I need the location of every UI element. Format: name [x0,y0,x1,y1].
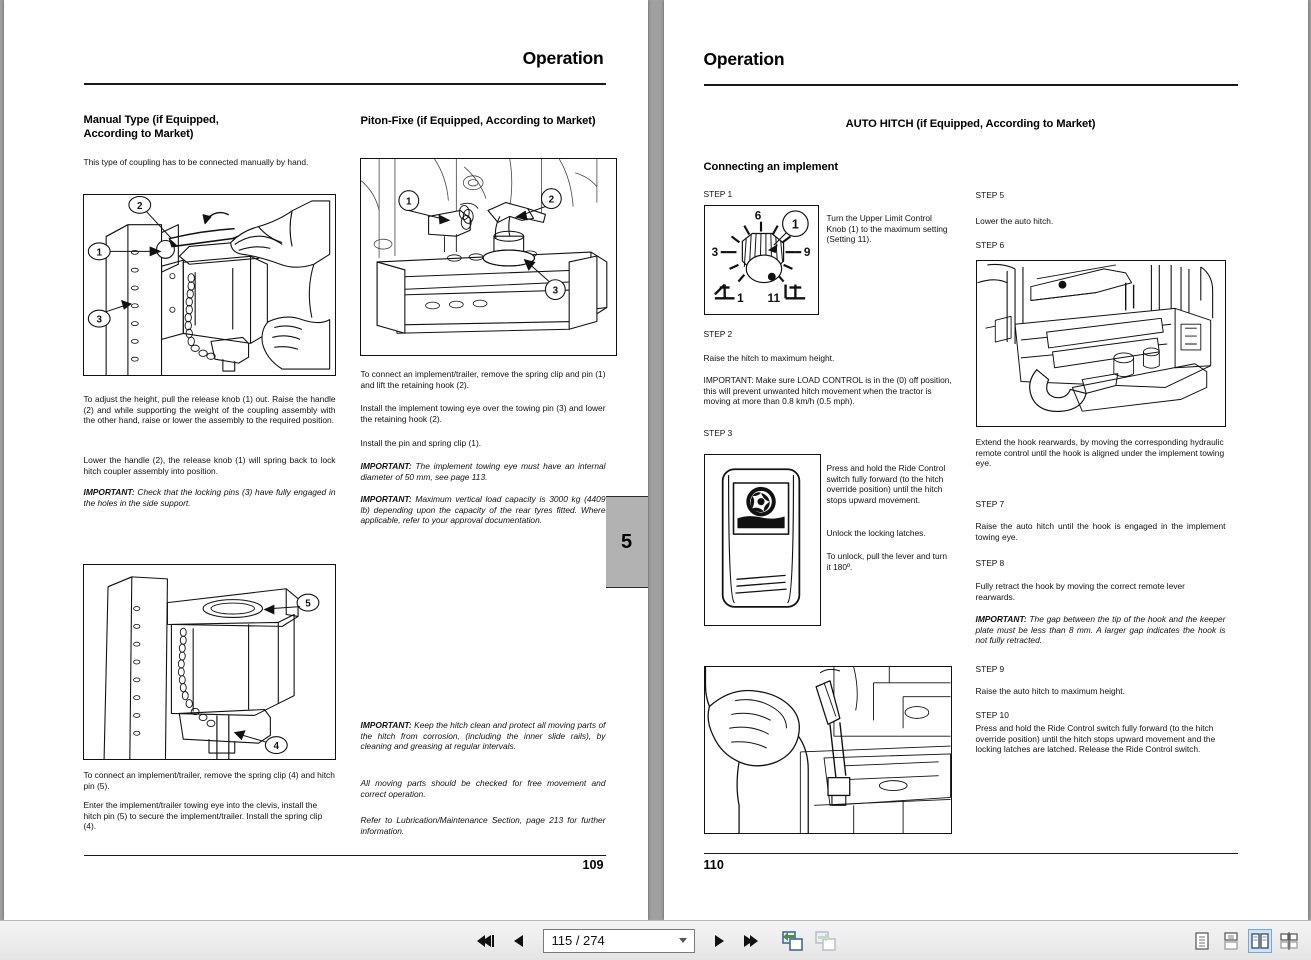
view-two-page-button[interactable] [1248,929,1272,953]
important-label: IMPORTANT: [360,494,412,504]
right-header-rule [704,84,1238,86]
step-1-label: STEP 1 [703,189,733,199]
page-number-input[interactable] [543,929,695,953]
step-3-text-1: Press and hold the Ride Control switch fully forward (to the hitch override position) until the hitch stops upward movement. [826,463,946,505]
piton-p2: Install the implement towing eye over the towing pin (3) and lower the retaining hook (2). [360,403,606,424]
important-text: The implement towing eye must have an internal diameter of 50 mm, see page 113. [360,461,606,482]
piton-important-2 [361,494,606,526]
step-2-label: STEP 2 [703,329,733,339]
left-footer-rule [84,855,606,856]
piton-p1: To connect an implement/trailer, remove the spring clip and pin (1) and lift the retaining hook (2). [360,369,606,390]
step-7-text: Raise the auto hitch until the hook is engaged in the implement towing eye. [975,521,1226,542]
step-3-text-2: Unlock the locking latches. [826,528,926,538]
step-8-label: STEP 8 [975,558,1005,568]
figure-auto-hitch [976,260,1226,427]
figure-lever-unlock [704,666,952,834]
svg-text:1: 1 [405,196,412,208]
step-6-text: Extend the hook rearwards, by moving the corresponding hydraulic remote control until the hook is aligned under the implement towing eye. [975,437,1225,469]
step-2-text: Raise the hitch to maximum height. [703,353,835,363]
important-label: IMPORTANT: [360,461,412,471]
left-page[interactable] [4,0,648,920]
figure-upper-limit-knob [704,205,819,315]
left-header-rule [84,83,606,85]
piton-p3: Install the pin and spring clip (1). [360,438,482,448]
clevis-p1: To connect an implement/trailer, remove the spring clip (4) and hitch pin (5). [83,770,335,791]
piton-important-1 [361,461,606,482]
important-label: IMPORTANT: [975,614,1027,624]
viewer-toolbar [0,920,1311,960]
chevron-down-icon[interactable] [679,938,687,943]
right-page-header: Operation [703,49,785,69]
svg-text:2: 2 [136,200,143,212]
next-page-button[interactable] [708,929,730,953]
step-9-text: Raise the auto hitch to maximum height. [975,686,1125,696]
important-text: Maximum vertical load capacity is 3000 kg (4409 lb) depending upon the capacity of the rear tyres fitted. Where applicable, refer to your approval documentation. [360,494,606,526]
manual-type-p1: To adjust the height, pull the release knob (1) out. Raise the handle (2) and while supporting the weight of the coupling assembly with the other hand, raise or lower the assembly to the required position. [83,394,336,426]
step-3-label: STEP 3 [703,428,733,438]
step-5-text: Lower the auto hitch. [975,216,1054,226]
step-3-text-3: To unlock, pull the lever and turn it 180º. [826,551,948,572]
right-page[interactable] [664,0,1308,920]
svg-text:3: 3 [552,285,558,297]
view-single-page-button[interactable] [1190,929,1214,953]
svg-text:1: 1 [95,247,102,259]
step-10-text: Press and hold the Ride Control switch fully forward (to the hitch override position) until the hitch stops upward movement and the locking latches are latched. Release the Ride Control switch. [975,723,1216,755]
manual-type-important-1 [84,487,336,508]
manual-type-p2: Lower the handle (2), the release knob (1) will spring back to lock hitch coupler assembly into position. [83,455,336,476]
svg-text:2: 2 [548,194,554,206]
figure-ride-control-switch [704,454,821,626]
export-page-icon[interactable] [815,929,837,953]
svg-text:3: 3 [95,314,102,326]
step-6-label: STEP 6 [975,240,1005,250]
important-text: Check that the locking pins (3) have fully engaged in the holes in the side support. [83,487,336,508]
svg-text:4: 4 [273,741,279,753]
view-book-button[interactable] [1277,929,1301,953]
piton-fixe-heading: Piton-Fixe (if Equipped, According to Market) [360,115,596,127]
step-2-important: IMPORTANT: Make sure LOAD CONTROL is in the (0) off position, this will prevent unwanted hitch movement when the tractor is moving at more than 0.8 km/h (0.5 mph). [703,375,952,407]
step-10-label: STEP 10 [975,710,1009,720]
piton-p5: Refer to Lubrication/Maintenance Section, page 213 for further information. [360,815,606,836]
auto-hitch-title: AUTO HITCH (if Equipped, According to Market) [845,118,1096,130]
svg-text:1: 1 [736,292,744,306]
svg-text:1: 1 [791,216,799,232]
important-label: IMPORTANT: [83,487,135,497]
step-5-label: STEP 5 [975,190,1005,200]
figure-clevis-hitch-pin [83,564,336,760]
connecting-implement-subtitle: Connecting an implement [703,161,838,173]
step-9-label: STEP 9 [975,664,1005,674]
figure-manual-coupler [83,194,336,376]
svg-text:9: 9 [803,246,810,260]
view-continuous-button[interactable] [1219,929,1243,953]
figure-piton-fixe [360,158,617,356]
right-footer-rule [704,853,1238,854]
left-page-number: 109 [582,858,604,872]
important-label: IMPORTANT: [360,720,412,730]
svg-text:5: 5 [304,598,311,610]
left-page-header: Operation [522,48,604,68]
piton-important-3 [361,720,606,752]
page-number-value[interactable]: 115 / 274 [551,932,605,948]
svg-text:11: 11 [767,292,780,306]
previous-page-button[interactable] [508,929,530,953]
step-1-text: Turn the Upper Limit Control Knob (1) to the maximum setting (Setting 11). [826,213,948,245]
svg-text:3: 3 [711,246,718,260]
important-text: Keep the hitch clean and protect all moving parts of the hitch from corrosion, (including the inner slide rails), by cleaning and greasing at regular intervals. [360,720,606,752]
chapter-tab-marker: 5 [606,496,648,588]
step-8-text: Fully retract the hook by moving the correct remote lever rearwards. [975,581,1185,602]
step-7-label: STEP 7 [975,499,1005,509]
first-page-button[interactable] [475,929,497,953]
svg-text:6: 6 [754,209,761,223]
clevis-p2: Enter the implement/trailer towing eye into the clevis, install the hitch pin (5) to secure the implement/trailer. Install the spring clip (4). [83,800,323,832]
right-page-number: 110 [703,858,724,872]
last-page-button[interactable] [741,929,763,953]
manual-type-intro: This type of coupling has to be connected manually by hand. [83,157,309,167]
view-mode-group [1190,929,1301,953]
piton-p4: All moving parts should be checked for free movement and correct operation. [360,778,606,799]
import-page-icon[interactable] [782,929,804,953]
manual-type-heading: Manual Type (if Equipped, According to Market) [83,114,219,140]
step-8-important [976,614,1226,646]
important-text: The gap between the tip of the hook and the keeper plate must be less than 8 mm. A larger gap indicates the hook is not fully retracted. [975,614,1226,646]
